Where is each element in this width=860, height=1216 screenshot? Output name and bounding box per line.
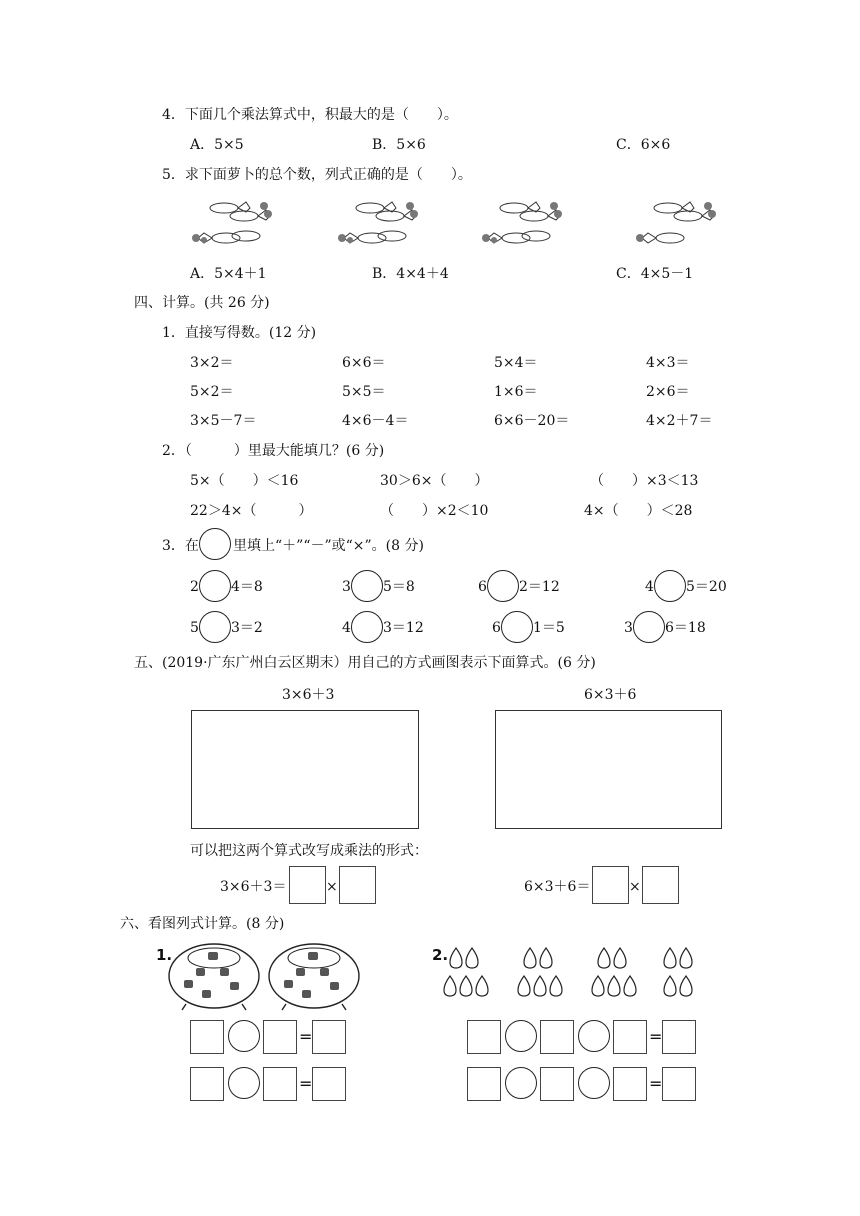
answer-box[interactable] xyxy=(339,866,376,904)
operator-circle[interactable] xyxy=(351,611,383,643)
pear-group-4 xyxy=(656,942,700,1002)
carrot-group-1 xyxy=(184,192,284,252)
op-left: 3 xyxy=(342,579,351,595)
operator-circle[interactable] xyxy=(578,1020,610,1052)
fill-item: 5×（ ）＜16 xyxy=(190,473,299,489)
problem-2-number: 2. xyxy=(432,946,449,964)
equals-sign: = xyxy=(649,1027,663,1046)
operator-circle[interactable] xyxy=(351,570,383,602)
operator-circle[interactable] xyxy=(199,570,231,602)
rewrite-label: 可以把这两个算式改写成乘法的形式： xyxy=(190,843,428,859)
op-right: 6＝18 xyxy=(665,620,706,636)
operator-circle[interactable] xyxy=(505,1020,537,1052)
q5-option-a: A．5×4＋1 xyxy=(190,266,267,282)
op-right: 2＝12 xyxy=(519,579,560,595)
pear-group-2 xyxy=(516,942,570,1002)
carrot-group-3 xyxy=(474,192,574,252)
fill-item: （ ）×3＜13 xyxy=(590,473,699,489)
drawing-box-2[interactable] xyxy=(495,710,722,829)
calc-item: 3×2＝ xyxy=(190,355,234,371)
drawing-box-1[interactable] xyxy=(191,710,419,829)
op-left: 2 xyxy=(190,579,199,595)
operator-circle[interactable] xyxy=(501,611,533,643)
op-right: 1＝5 xyxy=(533,620,565,636)
answer-box[interactable] xyxy=(312,1020,346,1054)
answer-box[interactable] xyxy=(312,1067,346,1101)
rewrite-expr-1: 3×6＋3＝ xyxy=(220,879,287,895)
calc-item: 3×5－7＝ xyxy=(190,413,257,429)
plate-illustration-2 xyxy=(266,940,362,1012)
equals-sign: = xyxy=(299,1027,313,1046)
op-left: 4 xyxy=(342,620,351,636)
calc-item: 2×6＝ xyxy=(646,384,690,400)
carrot-group-4 xyxy=(628,192,728,252)
equals-sign: = xyxy=(649,1074,663,1093)
q4-option-b: B．5×6 xyxy=(372,137,426,153)
section-6-title: 六、看图列式计算。(8 分) xyxy=(120,916,285,932)
s4-part3-title-b: 里填上“＋”“－”或“×”。(8 分) xyxy=(233,538,424,554)
problem-1-number: 1. xyxy=(156,946,173,964)
fill-item: 30＞6×（ ） xyxy=(380,473,489,489)
operator-circle[interactable] xyxy=(228,1020,260,1052)
operator-circle[interactable] xyxy=(654,570,686,602)
calc-item: 5×5＝ xyxy=(342,384,386,400)
expr-2: 6×3＋6 xyxy=(584,687,637,703)
answer-box[interactable] xyxy=(289,866,326,904)
calc-item: 1×6＝ xyxy=(494,384,538,400)
q4-text: 4．下面几个乘法算式中，积最大的是（ ）。 xyxy=(162,107,458,123)
operator-circle[interactable] xyxy=(505,1067,537,1099)
calc-item: 5×4＝ xyxy=(494,355,538,371)
rewrite-expr-2: 6×3＋6＝ xyxy=(524,879,591,895)
pear-group-3 xyxy=(590,942,644,1002)
calc-item: 6×6－20＝ xyxy=(494,413,570,429)
operator-circle[interactable] xyxy=(199,611,231,643)
answer-box[interactable] xyxy=(263,1020,297,1054)
op-right: 3＝2 xyxy=(231,620,263,636)
answer-box[interactable] xyxy=(467,1067,501,1101)
expr-1: 3×6＋3 xyxy=(282,687,335,703)
s4-part3-title-a: 3．在 xyxy=(162,538,199,554)
answer-box[interactable] xyxy=(190,1020,224,1054)
fill-item: （ ）×2＜10 xyxy=(380,503,489,519)
op-right: 3＝12 xyxy=(383,620,424,636)
op-right: 5＝20 xyxy=(686,579,727,595)
answer-box[interactable] xyxy=(613,1067,647,1101)
equals-sign: = xyxy=(299,1074,313,1093)
calc-item: 4×2＋7＝ xyxy=(646,413,713,429)
answer-box[interactable] xyxy=(190,1067,224,1101)
calc-item: 6×6＝ xyxy=(342,355,386,371)
s4-part2-title: 2．（ ）里最大能填几？(6 分) xyxy=(162,443,385,459)
section-5-title: 五、(2019·广东广州白云区期末）用自己的方式画图表示下面算式。(6 分) xyxy=(134,655,596,671)
answer-box[interactable] xyxy=(662,1020,696,1054)
op-left: 6 xyxy=(478,579,487,595)
section-4-title: 四、计算。(共 26 分) xyxy=(134,295,270,311)
op-left: 5 xyxy=(190,620,199,636)
answer-box[interactable] xyxy=(540,1067,574,1101)
op-right: 5＝8 xyxy=(383,579,415,595)
q4-option-c: C．6×6 xyxy=(616,137,671,153)
operator-circle[interactable] xyxy=(633,611,665,643)
operator-circle xyxy=(199,528,231,560)
answer-box[interactable] xyxy=(592,866,629,904)
op-left: 3 xyxy=(624,620,633,636)
plate-illustration-1 xyxy=(166,940,262,1012)
calc-item: 4×3＝ xyxy=(646,355,690,371)
calc-item: 5×2＝ xyxy=(190,384,234,400)
fill-item: 4×（ ）＜28 xyxy=(584,503,693,519)
answer-box[interactable] xyxy=(662,1067,696,1101)
pear-group-1 xyxy=(442,942,496,1002)
q5-text: 5．求下面萝卜的总个数，列式正确的是（ ）。 xyxy=(162,167,472,183)
q5-option-b: B．4×4＋4 xyxy=(372,266,449,282)
times-sign: × xyxy=(629,879,641,895)
operator-circle[interactable] xyxy=(487,570,519,602)
answer-box[interactable] xyxy=(642,866,679,904)
s4-part1-title: 1．直接写得数。(12 分) xyxy=(162,325,317,341)
answer-box[interactable] xyxy=(263,1067,297,1101)
calc-item: 4×6－4＝ xyxy=(342,413,409,429)
answer-box[interactable] xyxy=(467,1020,501,1054)
answer-box[interactable] xyxy=(540,1020,574,1054)
operator-circle[interactable] xyxy=(228,1067,260,1099)
operator-circle[interactable] xyxy=(578,1067,610,1099)
carrot-group-2 xyxy=(330,192,430,252)
op-right: 4＝8 xyxy=(231,579,263,595)
op-left: 6 xyxy=(492,620,501,636)
q4-option-a: A．5×5 xyxy=(190,137,244,153)
answer-box[interactable] xyxy=(613,1020,647,1054)
op-left: 4 xyxy=(645,579,654,595)
fill-item: 22＞4×（ ） xyxy=(190,503,313,519)
q5-option-c: C．4×5－1 xyxy=(616,266,694,282)
times-sign: × xyxy=(326,879,338,895)
